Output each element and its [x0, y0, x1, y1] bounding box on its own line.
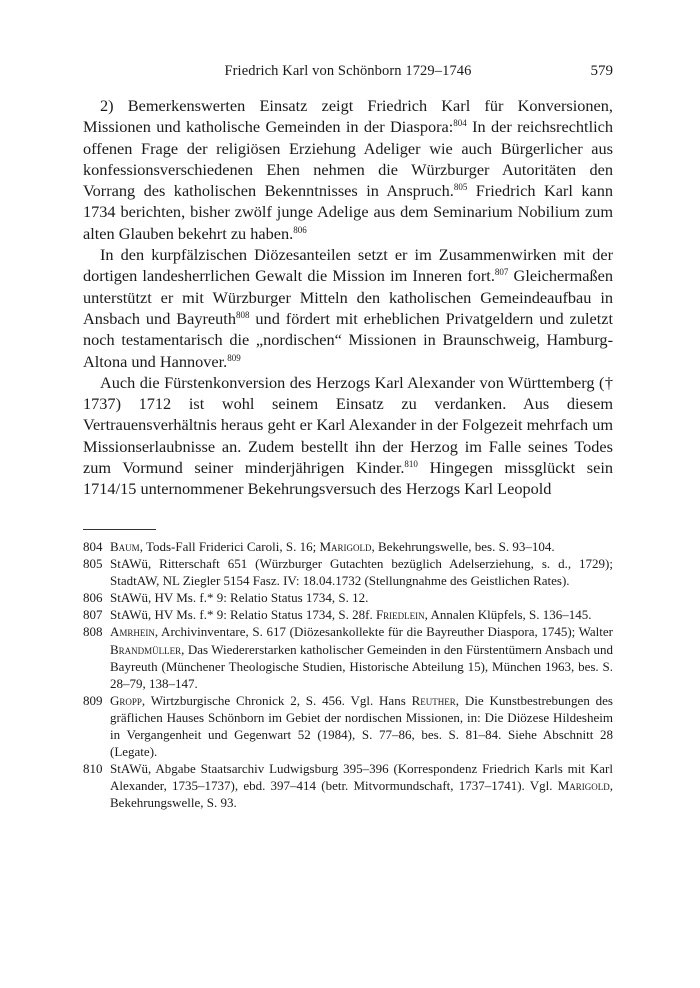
paragraph-3: Auch die Fürstenkonversion des Herzogs Karl Alexander von Württemberg († 1737) 1712 ist wohl seinem Einsatz zu verdanken. Aus diesem Vertrauensverhältnis heraus geht er Karl Alexander in der Folgezeit mehrfach um Missionserlaubnisse an. Zudem bestellt ihn der Herzog im Falle seines Todes zum Vormund seiner minderjährigen Kinder.$^{810}$ Hingegen missglückt sein 1714/15 unternommener Bekehrungsversuch des Herzogs Karl Leopold — [83, 372, 613, 499]
author-name: Reuther — [411, 692, 456, 708]
paragraph-1: 2) Bemerkenswerten Einsatz zeigt Friedrich Karl für Konversionen, Missionen und katholische Gemeinden in der Diaspora:$^{804}$ In der reichsrechtlich offenen Frage der religiösen Erziehung Adeliger wie auch Bürgerlicher aus konfessionsverschiedenen Ehen nehmen die Würzburger Autoritäten den Vorrang des katholischen Bekenntnisses in Anspruch.$^{805}$ Friedrich Karl kann 1734 berichten, bisher zwölf junge Adelige aus dem Seminarium Nobilium zum alten Glauben bekehrt zu haben.$^{806}$ — [83, 96, 613, 243]
footnote-text: StAWü, Ritterschaft 651 (Würzburger Gutachten bezüglich Adelserziehung, s. d., 1729); StadtAW, NL Ziegler 5154 Fasz. IV: 18.04.1732 (Stellungnahme des Geistlichen Rates). — [110, 556, 613, 589]
footnote-807 — [83, 606, 613, 623]
footnote-810 — [83, 760, 613, 811]
author-name: Friedlein — [375, 607, 425, 623]
footnote-806 — [83, 589, 613, 606]
footnotes — [83, 538, 613, 812]
author-name: Gropp — [110, 692, 142, 708]
footnote-808 — [83, 623, 613, 691]
footnote-number: 810 — [83, 761, 103, 777]
footnote-805 — [83, 555, 613, 589]
footnote-text: StAWü, Abgabe Staatsarchiv Ludwigsburg 395–396 (Korrespondenz Friedrich Karls mit Karl Alexander, 1735–1737), ebd. 397–414 (betr. Mitvormundschaft, 1737–1741). Vgl. — [110, 761, 613, 794]
footnote-text: , Annalen Klüpfels, S. 136–145. — [424, 607, 592, 623]
main-text — [83, 95, 613, 500]
footnote-text: StAWü, HV Ms. f.* 9: Relatio Status 1734, S. 12. — [110, 590, 369, 606]
footnote-divider — [83, 529, 156, 530]
footnote-text: , Archivinventare, S. 617 (Diözesankollekte für die Bayreuther Diaspora, 1745); Walter — [154, 624, 613, 640]
footnote-ref-808[interactable]: 808 — [235, 309, 250, 320]
paragraph-2: In den kurpfälzischen Diözesanteilen setzt er im Zusammenwirken mit der dortigen landesherrlichen Gewalt die Mission im Inneren fort.$^{807}$ Gleichermaßen unterstützt er mit Würzburger Mitteln den katholischen Gemeindeaufbau in Ansbach und Bayreuth$^{808}$ und fördert mit erheblichen Privatgeldern und zuletzt noch testamentarisch die „nordischen“ Missionen in Braunschweig, Hamburg-Altona und Hannover.$^{809}$ — [83, 245, 614, 371]
footnote-number: 809 — [83, 692, 103, 708]
author-name: Amrhein — [110, 624, 155, 640]
footnote-text: , Wirtzburgische Chronick 2, S. 456. Vgl. Hans — [141, 692, 412, 708]
page-number: 579 — [590, 63, 613, 79]
footnote-809 — [83, 692, 613, 760]
footnote-804 — [83, 538, 613, 555]
footnote-text: StAWü, HV Ms. f.* 9: Relatio Status 1734, S. 28f. — [110, 607, 376, 623]
footnote-ref-804[interactable]: 804 — [453, 118, 467, 129]
footnote-number: 807 — [83, 607, 103, 623]
author-name: Brandmüller — [110, 641, 182, 657]
footnote-ref-810[interactable]: 810 — [404, 459, 418, 470]
author-name: Baum — [110, 539, 140, 554]
running-title: Friedrich Karl von Schönborn 1729–1746 — [224, 63, 472, 79]
footnote-number: 808 — [83, 624, 103, 640]
author-name: Marigold — [557, 778, 610, 794]
footnote-number: 805 — [83, 556, 103, 572]
footnote-text: , Das Wiedererstarken katholischer Gemeinden in den Fürstentümern Ansbach und Bayreuth (Münchener Theologische Studien, Historische Abteilung 15), München 1963, bes. S. 28–79, 138–147. — [110, 641, 613, 691]
footnote-ref-807[interactable]: 807 — [494, 267, 509, 278]
footnote-text: , Die Kunstbestrebungen des gräflichen Hauses Schönborn im Gebiet der nordischen Missionen, in: Die Diözese Hildesheim in Vergangenheit und Gegenwart 52 (1984), S. 77–86, bes. S. 81–84. Siehe Abschnitt 28 (Legate). — [110, 692, 613, 760]
footnote-ref-806[interactable]: 806 — [293, 224, 307, 235]
footnote-number: 804 — [83, 539, 103, 554]
running-header — [83, 63, 613, 83]
footnote-ref-809[interactable]: 809 — [227, 352, 241, 363]
author-name: Marigold — [319, 539, 372, 554]
footnote-text: , Bekehrungswelle, S. 93. — [110, 778, 613, 811]
footnote-ref-805[interactable]: 805 — [453, 182, 468, 193]
footnote-number: 806 — [83, 590, 103, 606]
footnote-text: , Bekehrungswelle, bes. S. 93–104. — [371, 539, 555, 554]
footnote-text: , Tods-Fall Friderici Caroli, S. 16; — [139, 539, 320, 554]
